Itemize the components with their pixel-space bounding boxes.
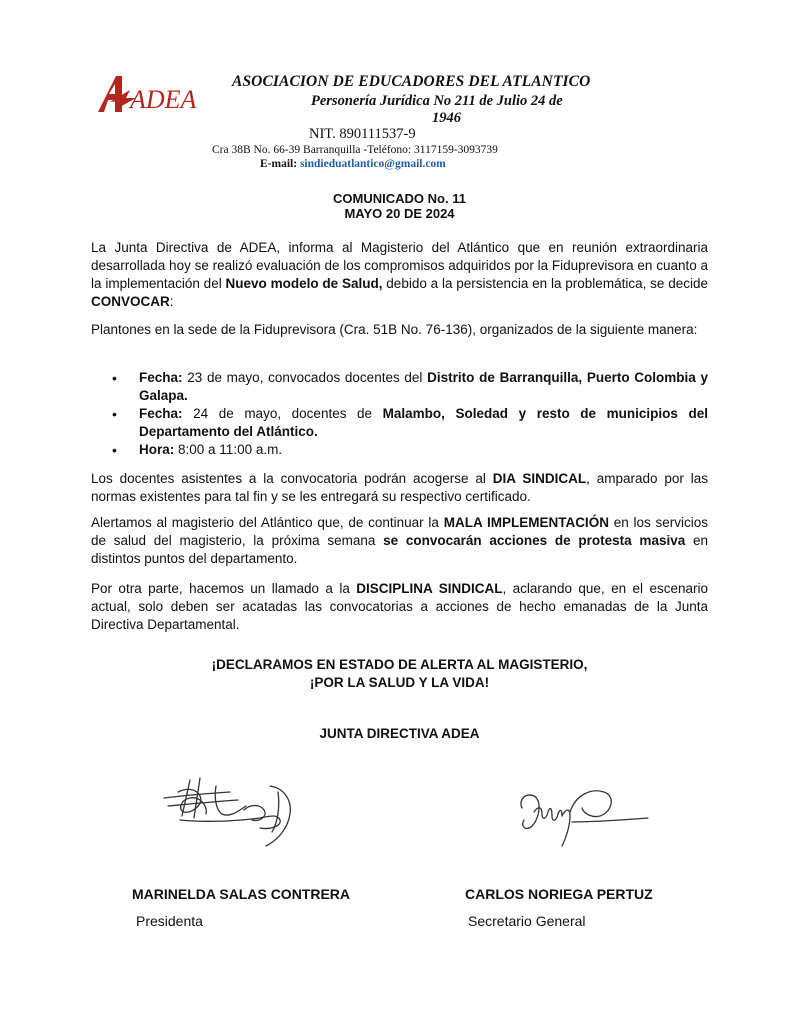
email-line [260,158,446,170]
nit: NIT. 890111537-9 [309,126,416,142]
paragraph-intro: La Junta Directiva de ADEA, informa al Magisterio del Atlántico que en reunión extraordinaria desarrollada hoy se realizó evaluación de los compromisos adquiridos por la Fiduprevisora en cuanto a la implementación del Nuevo modelo de Salud, debido a la persistencia en la problemática, se decide CONVOCAR: [91,240,708,309]
signature-secretario [512,782,652,852]
schedule-list [108,369,708,459]
list-item: • Fecha: 23 de mayo, convocados docentes del Distrito de Barranquilla, Puerto Colombia y Galapa. [108,369,708,405]
paragraph-plantones: Plantones en la sede de la Fiduprevisora (Cra. 51B No. 76-136), organizados de la siguiente manera: [91,322,698,337]
address: Cra 38B No. 66-39 Barranquilla -Teléfono: 3117159-3093739 [212,144,498,156]
signer-role-presidenta: Presidenta [136,913,203,929]
communique-date: MAYO 20 DE 2024 [344,206,455,221]
email-link[interactable]: sindieduatlantico@gmail.com [299,158,446,170]
logo-text: ADEA [130,85,197,114]
paragraph-dia-sindical: Los docentes asistentes a la convocatoria podrán acogerse al DIA SINDICAL, amparado por las normas existentes para tal fin y se les entregará su respectivo certificado. [91,471,708,504]
signer-name-presidenta: MARINELDA SALAS CONTRERA [132,886,351,902]
declaration-line-1: ¡DECLARAMOS EN ESTADO DE ALERTA AL MAGISTERIO, [211,657,588,672]
signer-role-secretario: Secretario General [468,913,586,929]
adea-logo [96,72,200,116]
email-label: E-mail: [260,158,298,170]
legal-line-2: 1946 [432,110,461,126]
legal-line-1: Personería Jurídica No 211 de Julio 24 de [311,93,563,109]
communique-number: COMUNICADO No. 11 [333,191,466,206]
declaration-line-2: ¡POR LA SALUD Y LA VIDA! [309,675,490,690]
list-item: • Hora: 8:00 a 11:00 a.m. [108,441,708,459]
board-title: JUNTA DIRECTIVA ADEA [319,726,480,741]
signature-presidenta [160,770,310,850]
list-item: • Fecha: 24 de mayo, docentes de Malambo, Soledad y resto de municipios del Departamento del Atlántico. [108,405,708,441]
paragraph-alert: Alertamos al magisterio del Atlántico que, de continuar la MALA IMPLEMENTACIÓN en los servicios de salud del magisterio, la próxima semana se convocarán acciones de protesta masiva en distintos puntos del departamento. [91,515,708,566]
signer-name-secretario: CARLOS NORIEGA PERTUZ [465,886,653,902]
paragraph-discipline: Por otra parte, hacemos un llamado a la DISCIPLINA SINDICAL, aclarando que, en el escenario actual, solo deben ser acatadas las convocatorias a acciones de hecho emanadas de la Junta Directiva Departamental. [91,581,708,632]
org-name: ASOCIACION DE EDUCADORES DEL ATLANTICO [232,73,591,90]
